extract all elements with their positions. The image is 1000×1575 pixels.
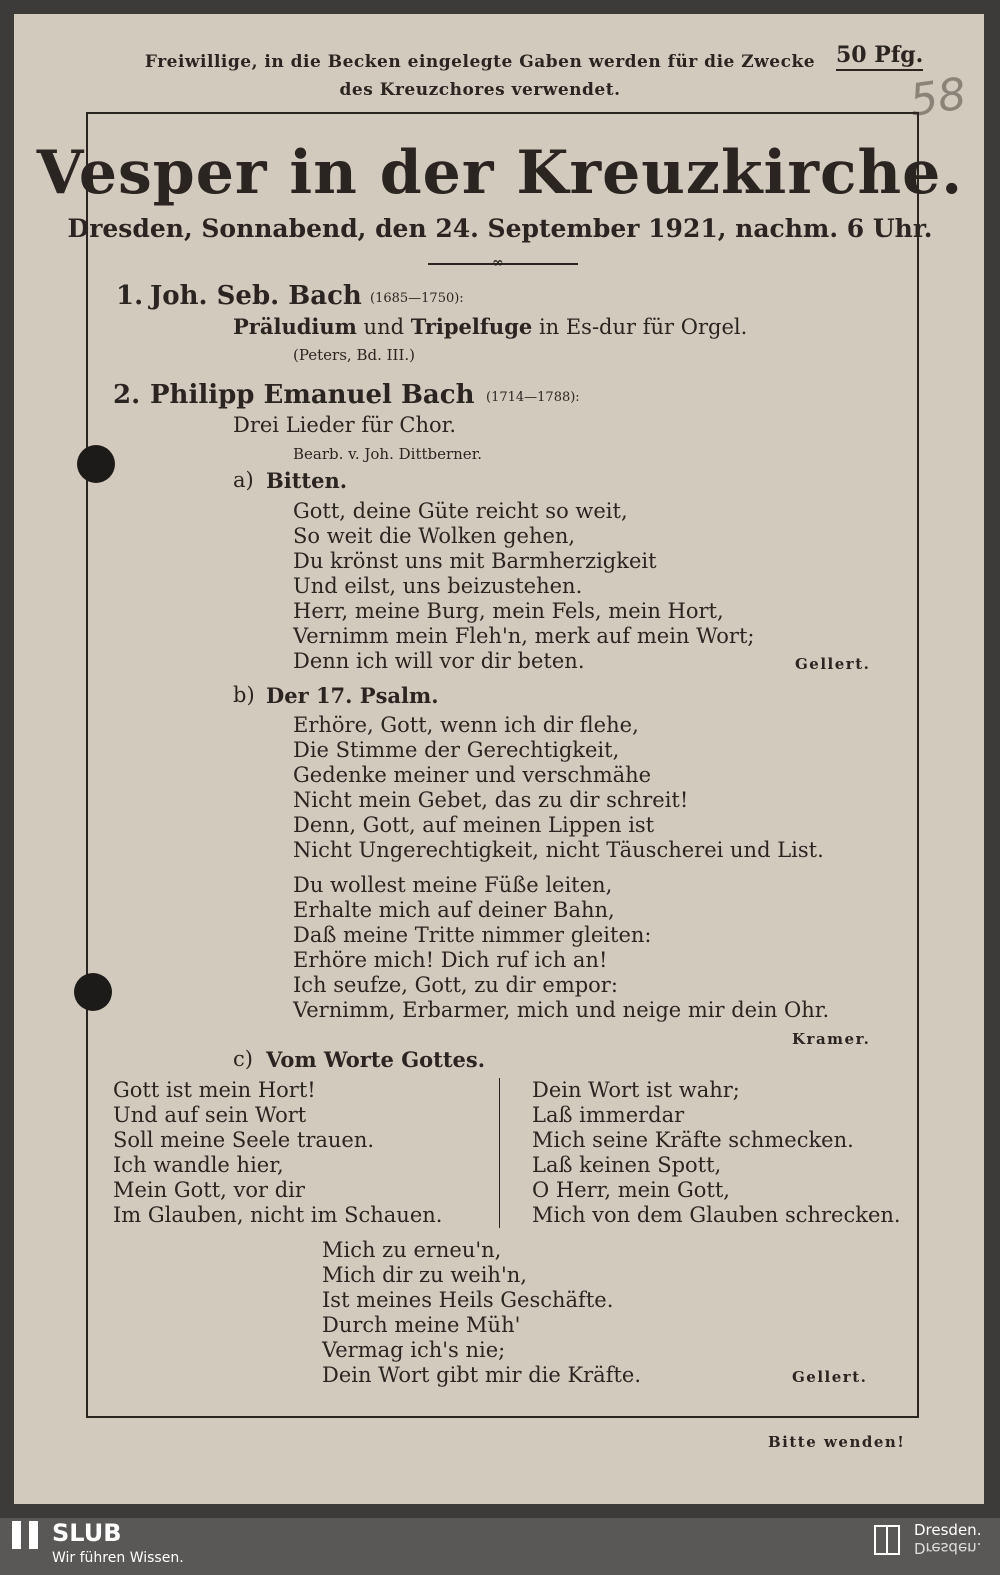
song-c-left-line: Mein Gott, vor dir [113,1178,305,1202]
song-a-line: Gott, deine Güte reicht so weit, [293,499,628,523]
song-b-title: Der 17. Psalm. [266,683,439,708]
item1-composer: Joh. Seb. Bach [150,281,362,311]
song-b-line: Gedenke meiner und verschmähe [293,763,652,787]
dresden-crest-icon[interactable] [874,1525,900,1555]
song-c-label: c) [233,1047,253,1071]
page-title: Vesper in der Kreuzkirche. [36,138,964,208]
item1-work-prelude: Präludium [233,314,357,339]
song-c-final-line: Dein Wort gibt mir die Kräfte. [322,1363,642,1387]
item2-number: 2. [113,380,141,410]
pencil-archive-number: 58 [906,68,970,127]
song-a-label: a) [233,468,254,492]
item1-number: 1. [116,281,144,311]
song-c-right-line: Laß keinen Spott, [532,1153,722,1177]
event-date-line: Dresden, Sonnabend, den 24. September 1921, nachm. 6 Uhr. [67,214,933,243]
song-b-line: Erhalte mich auf deiner Bahn, [293,898,615,922]
song-c-right-line: O Herr, mein Gott, [532,1178,730,1202]
song-a-line: Und eilst, uns beizustehen. [293,574,583,598]
item2-arranger: Bearb. v. Joh. Dittberner. [293,445,482,463]
dresden-logo[interactable] [914,1522,981,1556]
song-a-line: Vernimm mein Fleh'n, merk auf mein Wort; [293,624,755,648]
item1-dates: (1685—1750): [370,291,464,306]
song-c-author: Gellert. [792,1368,868,1386]
song-b-line: Nicht mein Gebet, das zu dir schreit! [293,788,689,812]
donation-note-line1: Freiwillige, in die Becken eingelegte Gaben werden für die Zwecke [144,52,816,72]
dresden-wordmark: Dresden. [914,1521,982,1539]
song-c-left-line: Im Glauben, nicht im Schauen. [113,1203,443,1227]
song-c-final-line: Mich zu erneu'n, [322,1238,502,1262]
item2-dates: (1714—1788): [486,390,580,405]
song-b-line: Du wollest meine Füße leiten, [293,873,613,897]
song-b-line: Denn, Gott, auf meinen Lippen ist [293,813,655,837]
song-b-label: b) [233,683,255,707]
song-a-line: Denn ich will vor dir beten. [293,649,585,673]
song-a-line: Du krönst uns mit Barmherzigkeit [293,549,657,573]
item1-work [233,314,747,339]
song-c-left-line: Ich wandle hier, [113,1153,284,1177]
donation-note [130,48,830,104]
item1-edition: (Peters, Bd. III.) [293,346,416,364]
item1-work-organ: Orgel. [680,315,748,339]
song-b-line: Ich seufze, Gott, zu dir empor: [293,973,618,997]
item1-work-key: in Es-dur für [538,315,675,339]
song-c-final-line: Ist meines Heils Geschäfte. [322,1288,614,1312]
song-c-final-line: Vermag ich's nie; [322,1338,506,1362]
song-c-right-line: Laß immerdar [532,1103,685,1127]
song-b-line: Nicht Ungerechtigkeit, nicht Täuscherei und List. [293,838,824,862]
slub-logo-icon[interactable] [12,1521,38,1549]
song-a-line: Herr, meine Burg, mein Fels, mein Hort, [293,599,724,623]
ornament-flourish: ∞ [492,255,504,271]
song-b-line: Erhöre mich! Dich ruf ich an! [293,948,608,972]
song-c-title: Vom Worte Gottes. [266,1047,486,1072]
song-c-final-line: Mich dir zu weih'n, [322,1263,527,1287]
song-c-left-line: Soll meine Seele trauen. [113,1128,375,1152]
item2-composer: Philipp Emanuel Bach [150,380,475,410]
punch-hole-bottom [74,973,112,1011]
song-b-line: Vernimm, Erbarmer, mich und neige mir dein Ohr. [293,998,830,1022]
song-b-line: Erhöre, Gott, wenn ich dir flehe, [293,713,639,737]
price-label: 50 Pfg. [836,42,923,71]
song-b-author: Kramer. [792,1030,871,1048]
slub-tagline: Wir führen Wissen. [52,1550,184,1566]
slub-wordmark[interactable]: SLUB [52,1519,122,1547]
song-c-left-line: Gott ist mein Hort! [113,1078,316,1102]
song-a-title: Bitten. [266,468,348,493]
item1-work-fugue: Tripelfuge [410,314,533,339]
song-c-right-line: Mich von dem Glauben schrecken. [532,1203,901,1227]
song-c-right-line: Dein Wort ist wahr; [532,1078,740,1102]
song-c-final-line: Durch meine Müh' [322,1313,521,1337]
song-b-line: Die Stimme der Gerechtigkeit, [293,738,620,762]
item2-intro: Drei Lieder für Chor. [233,413,457,437]
song-a-author: Gellert. [795,655,871,673]
song-b-line: Daß meine Tritte nimmer gleiten: [293,923,652,947]
song-c-right-line: Mich seine Kräfte schmecken. [532,1128,854,1152]
punch-hole-top [77,445,115,483]
library-footer [0,1518,1000,1575]
dresden-wordmark-reflection: Dresden. [914,1539,982,1557]
donation-note-line2: des Kreuzchores verwendet. [339,80,621,100]
song-a-line: So weit die Wolken gehen, [293,524,576,548]
item1-work-and: und [363,315,405,339]
song-c-left-line: Und auf sein Wort [113,1103,307,1127]
turn-page-note: Bitte wenden! [768,1433,906,1451]
column-divider [499,1078,500,1228]
